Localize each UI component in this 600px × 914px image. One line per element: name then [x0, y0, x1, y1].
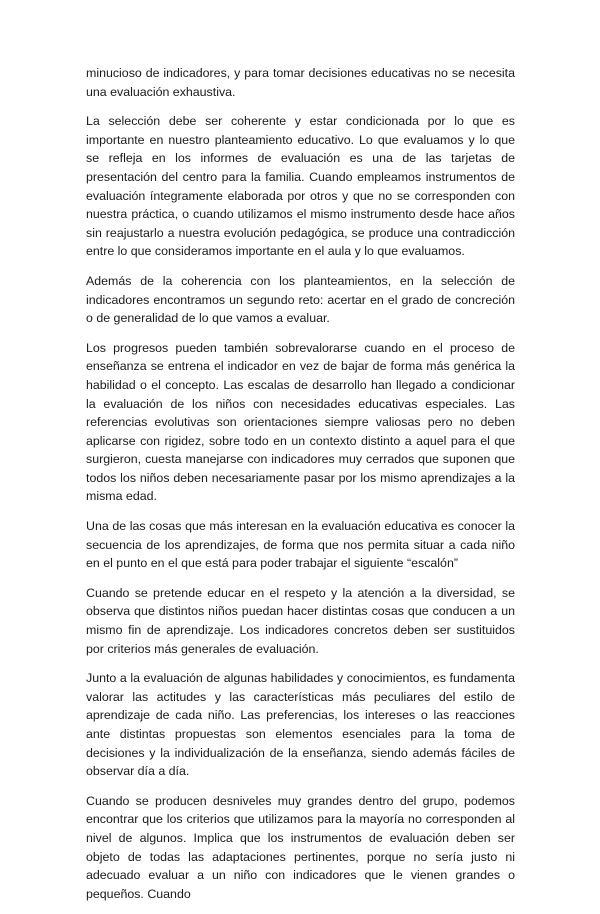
paragraph-3: Además de la coherencia con los planteamientos, en la selección de indicadores encontramos un segundo reto: acertar en el grado de concreción o de generalidad de lo que vamos a evaluar.: [86, 273, 515, 326]
paragraph-7: Junto a la evaluación de algunas habilidades y conocimientos, es fundamenta valorar las actitudes y las características más peculiares del estilo de aprendizaje de cada niño. Las preferencias, los intereses o las reacciones ante distintas propuestas son elementos esenciales para la toma de decisiones y la individualización de la enseñanza, siendo además fáciles de observar día a día.: [86, 671, 515, 779]
body-text: [86, 64, 515, 914]
paragraph-5: Una de las cosas que más interesan en la evaluación educativa es conocer la secuencia de los aprendizajes, de forma que nos permita situar a cada niño en el punto en el que está para poder trabajar el siguiente “escalón”: [86, 519, 515, 571]
paragraph-8: Cuando se producen desniveles muy grandes dentro del grupo, podemos encontrar que los criterios que utilizamos para la mayoría no corresponden al nivel de algunos. Implica que los instrumentos de evaluación deben ser objeto de todas las adaptaciones pertinentes, porque no sería justo ni adecuado evaluar a un niño con indicadores que le vienen grandes o pequeños. Cuando: [86, 793, 515, 901]
paragraph-1: minucioso de indicadores, y para tomar decisiones educativas no se necesita una evaluación exhaustiva.: [86, 66, 515, 99]
paragraph-6: Cuando se pretende educar en el respeto y la atención a la diversidad, se observa que distintos niños puedan hacer distintas cosas que conducen a un mismo fin de aprendizaje. Los indicadores concretos deben ser sustituidos por criterios más generales de evaluación.: [86, 585, 515, 656]
paragraph-2: La selección debe ser coherente y estar condicionada por lo que es importante en nuestro planteamiento educativo. Lo que evaluamos y lo que se refleja en los informes de evaluación es una de las tarjetas de presentación del centro para la familia. Cuando empleamos instrumentos de evaluación íntegramente elaborada por otros y que no se corresponden con nuestra práctica, o cuando utilizamos el mismo instrumento desde hace años sin reajustarlo a nuestra evolución pedagógica, se produce una contradicción entre lo que consideramos importante en el aula y lo que evaluamos.: [86, 114, 515, 259]
paragraph-4: Los progresos pueden también sobrevalorarse cuando en el proceso de enseñanza se entrena el indicador en vez de bajar de forma más genérica la habilidad o el concepto. Las escalas de desarrollo han llegado a condicionar la evaluación de los niños con necesidades educativas especiales. Las referencias evolutivas son orientaciones siempre valiosas pero no deben aplicarse con rigidez, sobre todo en un contexto distinto a aquel para el que surgieron, cuesta manejarse con indicadores muy cerrados que suponen que todos los niños deben necesariamente pasar por los mismo aprendizajes a la misma edad.: [86, 340, 515, 504]
